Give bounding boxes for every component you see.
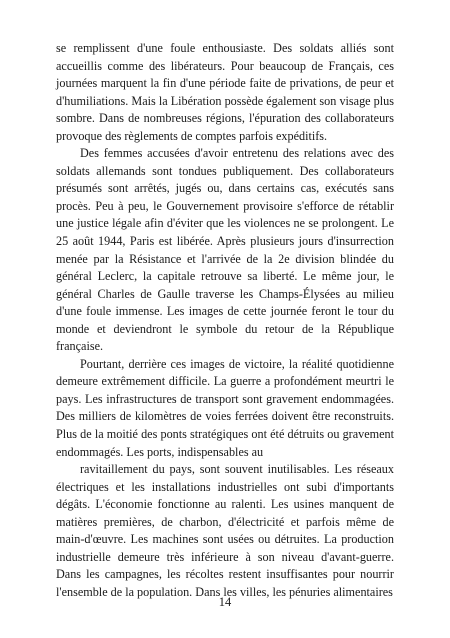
paragraph-3: Pourtant, derrière ces images de victoire, la réalité quotidienne demeure extrêmement difficile. La guerre a profondément meurtri le pays. Les infrastructures de transport sont gravement endommagées. Des milliers de kilomètres de voies ferrées doivent être reconstruits. Plus de la moitié des ponts stratégiques ont été détruits ou gravement endommagés. Les ports, indispensables au [56, 356, 394, 459]
paragraph-4: ravitaillement du pays, sont souvent inutilisables. Les réseaux électriques et les installations industrielles ont subi d'importants dégâts. L'économie fonctionne au ralenti. Les usines manquent de matières premières, de charbon, d'électricité et parfois même de main-d'œuvre. Les machines sont usées ou détruites. La production industrielle demeure très inférieure à son niveau d'avant-guerre. Dans les campagnes, les récoltes restent insuffisantes pour nourrir l'ensemble de la population. Dans les villes, les pénuries alimentaires [56, 462, 394, 599]
paragraph-2: Des femmes accusées d'avoir entretenu des relations avec des soldats allemands sont tondues publiquement. Des collaborateurs présumés sont arrêtés, jugés ou, dans certains cas, exécutés sans procès. Peu à peu, le Gouvernement provisoire s'efforce de rétablir une justice légale afin d'éviter que les violences ne se prolongent. Le 25 août 1944, Paris est libérée. Après plusieurs jours d'insurrection menée par la Résistance et l'arrivée de la 2e division blindée du général Leclerc, la capitale retrouve sa liberté. Le même jour, le général Charles de Gaulle traverse les Champs-Élysées au milieu d'une foule immense. Les images de cette journée feront le tour du monde et deviendront le symbole du retour de la République française. [56, 146, 394, 354]
paragraph-1: se remplissent d'une foule enthousiaste. Des soldats alliés sont accueillis comme des libérateurs. Pour beaucoup de Français, ces journées marquent la fin d'une période faite de privations, de peur et d'humiliations. Mais la Libération possède également son visage plus sombre. Dans de nombreuses régions, l'épuration des collaborateurs provoque des règlements de comptes parfois expéditifs. [56, 41, 394, 143]
page-number: 14 [218, 595, 232, 609]
